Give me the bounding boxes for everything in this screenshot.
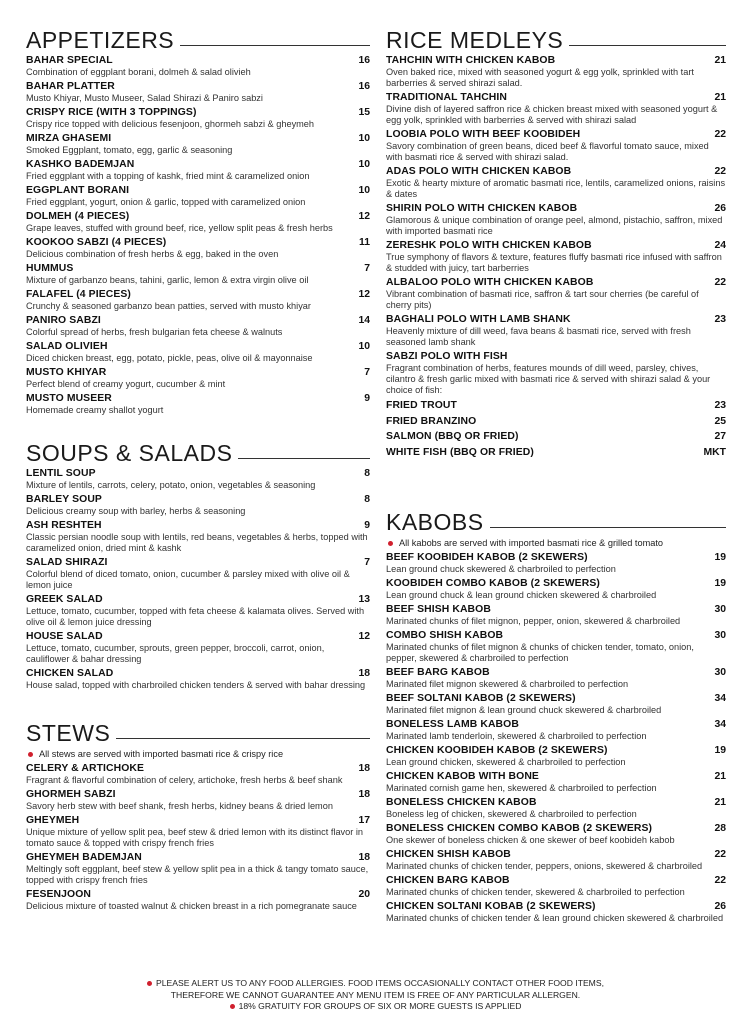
menu-item-header xyxy=(26,667,370,680)
menu-item-name: MIRZA GHASEMI xyxy=(26,133,112,144)
menu-item-name: CELERY & ARTICHOKE xyxy=(26,763,145,774)
menu-item-name: SALAD OLIVIEH xyxy=(26,341,108,352)
menu-item-price: 22 xyxy=(714,277,726,288)
menu-item xyxy=(26,184,370,208)
menu-item-description: Crispy rice topped with delicious fesenjoon, ghormeh sabzi & gheymeh xyxy=(26,119,315,129)
menu-item-header xyxy=(26,593,370,606)
appetizers-list xyxy=(26,54,370,416)
menu-item-description: Lean ground chicken, skewered & charbroiled to perfection xyxy=(386,757,626,767)
menu-item-description: Colorful blend of diced tomato, onion, cucumber & parsley mixed with olive oil & lemon juice xyxy=(26,569,350,590)
menu-item-description: Heavenly mixture of dill weed, fava beans & basmati rice, served with fresh seasoned lamb shank xyxy=(386,326,691,347)
footer xyxy=(0,978,751,1013)
menu-item xyxy=(26,493,370,517)
menu-item xyxy=(26,340,370,364)
menu-item-name: MUSTO MUSEER xyxy=(26,393,112,404)
fish-option xyxy=(386,429,726,445)
menu-item-name: COMBO SHISH KABOB xyxy=(386,630,504,641)
rice-heading xyxy=(386,20,726,52)
menu-item-price: 19 xyxy=(714,578,726,589)
soups-salads-section xyxy=(26,433,370,693)
menu-item xyxy=(386,239,726,274)
menu-item-header xyxy=(26,80,370,93)
menu-item-header xyxy=(386,128,726,141)
menu-item-price: 19 xyxy=(714,552,726,563)
menu-item-description: Perfect blend of creamy yogurt, cucumber & mint xyxy=(26,379,226,389)
menu-item-price: 7 xyxy=(364,557,370,568)
menu-item-description: Savory combination of green beans, diced beef & flavorful tomato sauce, mixed with basmati rice & served with shirazi salad. xyxy=(386,141,709,162)
menu-item-header xyxy=(26,158,370,171)
menu-item xyxy=(26,888,370,912)
menu-item-name: KOOKOO SABZI (4 PIECES) xyxy=(26,237,167,248)
menu-item-price: 34 xyxy=(714,693,726,704)
section-title: SOUPS & SALADS xyxy=(26,440,233,466)
menu-item-price: 34 xyxy=(714,719,726,730)
menu-item-price: 14 xyxy=(358,315,370,326)
menu-item-description: Unique mixture of yellow split pea, beef stew & dried lemon with its distinct flavor in tomato sauce & topped with crispy french fries xyxy=(26,827,364,848)
menu-item-description: Lean ground chuck & lean ground chicken skewered & charbroiled xyxy=(386,590,657,600)
menu-item-description: House salad, topped with charbroiled chicken tenders & served with bahar dressing xyxy=(26,680,366,690)
menu-item xyxy=(386,796,726,820)
menu-item xyxy=(386,350,726,396)
menu-item-header xyxy=(386,54,726,67)
menu-item-description: Marinated chunks of chicken tender, peppers, onions, skewered & charbroiled xyxy=(386,861,703,871)
menu-item xyxy=(386,91,726,126)
menu-item-description: Delicious mixture of toasted walnut & chicken breast in a rich pomegranate sauce xyxy=(26,901,357,911)
menu-item-name: PANIRO SABZI xyxy=(26,315,101,326)
menu-item xyxy=(386,770,726,794)
menu-item xyxy=(26,667,370,691)
menu-item xyxy=(26,788,370,812)
menu-item-header xyxy=(386,692,726,705)
menu-item-description: Crunchy & seasoned garbanzo bean patties, served with musto khiyar xyxy=(26,301,311,311)
menu-item xyxy=(386,718,726,742)
fish-option-price: 27 xyxy=(714,431,726,442)
menu-item-description: Marinated filet mignon & lean ground chuck skewered & charbroiled xyxy=(386,705,662,715)
menu-item-description: Marinated chunks of chicken tender & lean ground chicken skewered & charbroiled xyxy=(386,913,724,923)
menu-item-description: Lean ground chuck skewered & charbroiled to perfection xyxy=(386,564,616,574)
menu-item-price: 8 xyxy=(364,468,370,479)
menu-item-header xyxy=(386,744,726,757)
menu-item-price: 30 xyxy=(714,630,726,641)
menu-item-name: ADAS POLO WITH CHICKEN KABOB xyxy=(386,166,572,177)
menu-item-price: 13 xyxy=(358,594,370,605)
fish-options xyxy=(386,398,726,460)
menu-item-price: 9 xyxy=(364,393,370,404)
menu-item-name: BEEF SHISH KABOB xyxy=(386,604,491,615)
bullet-icon xyxy=(28,752,33,757)
menu-item xyxy=(26,80,370,104)
menu-item-description: Delicious creamy soup with barley, herbs & seasoning xyxy=(26,506,246,516)
menu-item-header xyxy=(26,888,370,901)
menu-item-name: KOOBIDEH COMBO KABOB (2 SKEWERS) xyxy=(386,578,600,589)
menu-item-price: 20 xyxy=(358,889,370,900)
menu-item-name: BAHAR PLATTER xyxy=(26,81,115,92)
stews-heading xyxy=(26,713,370,745)
allergy-text: PLEASE ALERT US TO ANY FOOD ALLERGIES. FOOD ITEMS OCCASIONALLY CONTACT OTHER FOOD ITEMS, xyxy=(156,978,604,988)
menu-item xyxy=(26,593,370,628)
fish-option-name: FRIED TROUT xyxy=(386,400,457,411)
menu-item-description: One skewer of boneless chicken & one skewer of beef koobideh kabob xyxy=(386,835,675,845)
menu-item-header xyxy=(386,900,726,913)
menu-item-price: 22 xyxy=(714,849,726,860)
fish-option-price: 23 xyxy=(714,400,726,411)
menu-item-name: BAHAR SPECIAL xyxy=(26,55,113,66)
menu-item-description: Glamorous & unique combination of orange peel, almond, pistachio, saffron, mixed with imported basmati rice xyxy=(386,215,723,236)
menu-item-description: Combination of eggplant borani, dolmeh & salad olivieh xyxy=(26,67,251,77)
menu-item-header xyxy=(26,314,370,327)
menu-item-description: Marinated filet mignon skewered & charbroiled to perfection xyxy=(386,679,629,689)
menu-item-header xyxy=(386,603,726,616)
menu-item-description: Fried eggplant, yogurt, onion & garlic, topped with caramelized onion xyxy=(26,197,306,207)
menu-item-price: 7 xyxy=(364,367,370,378)
note-text: All kabobs are served with imported basmati rice & grilled tomato xyxy=(399,538,664,548)
menu-item-price: 26 xyxy=(714,203,726,214)
menu-item-header xyxy=(26,851,370,864)
menu-item-price: 12 xyxy=(358,211,370,222)
menu-item-name: BONELESS CHICKEN KABOB xyxy=(386,797,537,808)
appetizers-heading xyxy=(26,20,370,52)
menu-item xyxy=(386,202,726,237)
menu-item xyxy=(386,666,726,690)
menu-item xyxy=(386,54,726,89)
rice-medleys-section xyxy=(386,20,726,460)
menu-item-description: Smoked Eggplant, tomato, egg, garlic & seasoning xyxy=(26,145,233,155)
menu-item-header xyxy=(386,577,726,590)
menu-item-name: BONELESS LAMB KABOB xyxy=(386,719,519,730)
menu-item xyxy=(386,603,726,627)
menu-item-price: 15 xyxy=(358,107,370,118)
menu-item-header xyxy=(386,91,726,104)
menu-item-description: Diced chicken breast, egg, potato, pickle, peas, olive oil & mayonnaise xyxy=(26,353,313,363)
menu-item-description: Boneless leg of chicken, skewered & charbroiled to perfection xyxy=(386,809,637,819)
fish-option-price: MKT xyxy=(703,446,726,458)
menu-item-name: BAGHALI POLO WITH LAMB SHANK xyxy=(386,314,571,325)
menu-item xyxy=(26,236,370,260)
bullet-icon xyxy=(388,541,393,546)
menu-item-name: CHICKEN BARG KABOB xyxy=(386,875,510,886)
menu-item-name: EGGPLANT BORANI xyxy=(26,185,130,196)
menu-item-header xyxy=(386,796,726,809)
menu-item-header xyxy=(26,392,370,405)
bullet-icon xyxy=(230,1004,235,1009)
menu-item-price: 10 xyxy=(358,185,370,196)
menu-item xyxy=(386,874,726,898)
menu-item xyxy=(26,467,370,491)
menu-item-header xyxy=(26,54,370,67)
soups-list xyxy=(26,467,370,691)
menu-item xyxy=(26,630,370,665)
menu-item-description: Mixture of garbanzo beans, tahini, garlic, lemon & extra virgin olive oil xyxy=(26,275,309,285)
menu-item-price: 10 xyxy=(358,159,370,170)
menu-item-name: SABZI POLO WITH FISH xyxy=(386,351,508,362)
menu-item-name: BARLEY SOUP xyxy=(26,494,102,505)
kabobs-section xyxy=(386,502,726,926)
menu-item-header xyxy=(26,288,370,301)
menu-item xyxy=(26,314,370,338)
menu-item-header xyxy=(26,210,370,223)
menu-item-price: 28 xyxy=(714,823,726,834)
menu-item-name: CHICKEN SALAD xyxy=(26,668,114,679)
menu-item-description: True symphony of flavors & texture, features fluffy basmati rice infused with saffron & studded with juicy, tart barberries xyxy=(386,252,722,273)
menu-item-name: BONELESS CHICKEN COMBO KABOB (2 SKEWERS) xyxy=(386,823,653,834)
menu-item-name: ALBALOO POLO WITH CHICKEN KABOB xyxy=(386,277,594,288)
menu-item xyxy=(386,744,726,768)
menu-item-description: Divine dish of layered saffron rice & chicken breast mixed with seasoned yogurt & egg yolk, sprinkled with barberries & served with shirazi salad xyxy=(386,104,718,125)
menu-item-name: TAHCHIN WITH CHICKEN KABOB xyxy=(386,55,556,66)
menu-item xyxy=(386,577,726,601)
menu-item xyxy=(26,366,370,390)
menu-item-name: MUSTO KHIYAR xyxy=(26,367,107,378)
section-rule xyxy=(180,45,370,46)
menu-item-header xyxy=(26,132,370,145)
menu-item xyxy=(26,106,370,130)
menu-item-name: BEEF BARG KABOB xyxy=(386,667,490,678)
menu-item-header xyxy=(26,340,370,353)
menu-item-header xyxy=(26,788,370,801)
menu-item xyxy=(386,551,726,575)
menu-item-header xyxy=(386,239,726,252)
menu-item-name: GREEK SALAD xyxy=(26,594,103,605)
menu-item-name: CHICKEN SHISH KABOB xyxy=(386,849,511,860)
fish-option-name: FRIED BRANZINO xyxy=(386,415,477,427)
stews-section xyxy=(26,713,370,914)
menu-item-price: 22 xyxy=(714,166,726,177)
fish-option-price: 25 xyxy=(714,415,726,427)
bullet-icon xyxy=(147,981,152,986)
menu-item-description: Lettuce, tomato, cucumber, topped with feta cheese & kalamata olives. Served with olive oil & lemon juice dressing xyxy=(26,606,365,627)
menu-item-header xyxy=(386,874,726,887)
section-rule xyxy=(116,738,370,739)
menu-item-description: Musto Khiyar, Musto Museer, Salad Shirazi & Paniro sabzi xyxy=(26,93,263,103)
menu-item xyxy=(386,900,726,924)
fish-option xyxy=(386,414,726,430)
menu-item xyxy=(26,288,370,312)
menu-item-price: 30 xyxy=(714,604,726,615)
menu-item-description: Homemade creamy shallot yogurt xyxy=(26,405,164,415)
menu-item-price: 21 xyxy=(714,797,726,808)
menu-item-name: HUMMUS xyxy=(26,263,74,274)
menu-item xyxy=(386,313,726,348)
fish-option-name: SALMON (BBQ OR FRIED) xyxy=(386,431,519,442)
menu-item-price: 18 xyxy=(358,668,370,679)
menu-item-name: FALAFEL (4 PIECES) xyxy=(26,289,131,300)
fish-option xyxy=(386,398,726,414)
menu-item-header xyxy=(386,350,726,363)
menu-item-header xyxy=(26,630,370,643)
menu-item-price: 21 xyxy=(714,771,726,782)
menu-item xyxy=(386,692,726,716)
menu-item-name: GHEYMEH xyxy=(26,815,80,826)
menu-item-name: CHICKEN KOOBIDEH KABOB (2 SKEWERS) xyxy=(386,745,608,756)
menu-item-description: Savory herb stew with beef shank, fresh herbs, kidney beans & dried lemon xyxy=(26,801,333,811)
note-text: All stews are served with imported basmati rice & crispy rice xyxy=(39,749,284,759)
menu-item xyxy=(26,392,370,416)
menu-item xyxy=(386,165,726,200)
menu-item-description: Fried eggplant with a topping of kashk, fried mint & caramelized onion xyxy=(26,171,310,181)
menu-item-price: 26 xyxy=(714,901,726,912)
menu-item-header xyxy=(26,493,370,506)
menu-item-price: 23 xyxy=(714,314,726,325)
menu-item-description: Mixture of lentils, carrots, celery, potato, onion, vegetables & seasoning xyxy=(26,480,316,490)
menu-item-price: 18 xyxy=(358,852,370,863)
menu-item-price: 22 xyxy=(714,129,726,140)
menu-item-price: 21 xyxy=(714,55,726,66)
fish-option xyxy=(386,445,726,461)
menu-item-price: 9 xyxy=(364,520,370,531)
menu-item-description: Meltingly soft eggplant, beef stew & yellow split pea in a thick & tangy tomato sauce, topped with crispy french fries xyxy=(26,864,369,885)
menu-item-price: 16 xyxy=(358,81,370,92)
menu-item-header xyxy=(26,236,370,249)
menu-item-header xyxy=(386,718,726,731)
menu-item-price: 12 xyxy=(358,289,370,300)
menu-item-header xyxy=(26,262,370,275)
menu-item-header xyxy=(26,519,370,532)
menu-item-header xyxy=(26,814,370,827)
kabobs-list xyxy=(386,551,726,924)
menu-item-header xyxy=(386,551,726,564)
menu-item-header xyxy=(386,202,726,215)
menu-item-price: 18 xyxy=(358,789,370,800)
menu-item-name: FESENJOON xyxy=(26,889,91,900)
kabobs-heading xyxy=(386,502,726,534)
menu-item xyxy=(26,814,370,849)
menu-item xyxy=(386,822,726,846)
menu-item xyxy=(26,54,370,78)
menu-item-description: Oven baked rice, mixed with seasoned yogurt & egg yolk, sprinkled with tart barberries & served shirazi salad. xyxy=(386,67,694,88)
menu-item xyxy=(26,519,370,554)
menu-item xyxy=(26,132,370,156)
menu-item xyxy=(26,210,370,234)
gratuity-text: 18% GRATUITY FOR GROUPS OF SIX OR MORE GUESTS IS APPLIED xyxy=(238,1001,522,1011)
menu-item-description: Marinated chunks of filet mignon & chunks of chicken tender, tomato, onion, pepper, skewered & charbroiled to perfection xyxy=(386,642,694,663)
menu-item-header xyxy=(26,366,370,379)
menu-item-description: Colorful spread of herbs, fresh bulgarian feta cheese & walnuts xyxy=(26,327,283,337)
menu-item-description: Fragrant & flavorful combination of celery, artichoke, fresh herbs & beef shank xyxy=(26,775,343,785)
stews-list xyxy=(26,762,370,912)
menu-item-name: DOLMEH (4 PIECES) xyxy=(26,211,130,222)
menu-item xyxy=(26,262,370,286)
menu-item-price: 8 xyxy=(364,494,370,505)
gratuity-notice xyxy=(0,1001,751,1013)
menu-item-name: GHORMEH SABZI xyxy=(26,789,116,800)
rice-list xyxy=(386,54,726,396)
menu-item-name: ZERESHK POLO WITH CHICKEN KABOB xyxy=(386,240,592,251)
menu-item xyxy=(386,276,726,311)
menu-item xyxy=(26,851,370,886)
menu-item-header xyxy=(386,313,726,326)
menu-item-description: Marinated cornish game hen, skewered & charbroiled to perfection xyxy=(386,783,657,793)
menu-item-name: SHIRIN POLO WITH CHICKEN KABOB xyxy=(386,203,578,214)
menu-item-price: 30 xyxy=(714,667,726,678)
menu-item-price: 10 xyxy=(358,133,370,144)
allergy-notice-line1 xyxy=(0,978,751,990)
appetizers-section xyxy=(26,20,370,418)
section-title: RICE MEDLEYS xyxy=(386,27,564,53)
menu-item-name: KASHKO BADEMJAN xyxy=(26,159,135,170)
menu-item-price: 22 xyxy=(714,875,726,886)
menu-item-description: Grape leaves, stuffed with ground beef, rice, yellow split peas & fresh herbs xyxy=(26,223,333,233)
menu-item-name: CRISPY RICE (WITH 3 TOPPINGS) xyxy=(26,107,197,118)
menu-item xyxy=(26,556,370,591)
menu-item xyxy=(386,128,726,163)
menu-item xyxy=(386,848,726,872)
menu-item-description: Marinated lamb tenderloin, skewered & charbroiled to perfection xyxy=(386,731,647,741)
menu-item xyxy=(26,762,370,786)
menu-item-name: ASH RESHTEH xyxy=(26,520,102,531)
menu-item-name: CHICKEN KABOB WITH BONE xyxy=(386,771,539,782)
menu-item-description: Lettuce, tomato, cucumber, sprouts, green pepper, broccoli, carrot, onion, cauliflower & bahar dressing xyxy=(26,643,325,664)
menu-item-name: HOUSE SALAD xyxy=(26,631,103,642)
section-title: KABOBS xyxy=(386,509,484,535)
menu-item-header xyxy=(386,822,726,835)
menu-item-price: 12 xyxy=(358,631,370,642)
menu-item-header xyxy=(386,629,726,642)
menu-item-name: CHICKEN SOLTANI KOBAB (2 SKEWERS) xyxy=(386,901,596,912)
menu-item-price: 17 xyxy=(358,815,370,826)
menu-item-description: Marinated chunks of chicken tender, skewered & charbroiled to perfection xyxy=(386,887,685,897)
kabobs-note xyxy=(386,537,726,549)
soups-heading xyxy=(26,433,370,465)
allergy-notice-line2: THEREFORE WE CANNOT GUARANTEE ANY MENU ITEM IS FREE OF ANY PARTICULAR ALLERGEN. xyxy=(170,989,581,1000)
menu-item-name: GHEYMEH BADEMJAN xyxy=(26,852,142,863)
menu-item-price: 16 xyxy=(358,55,370,66)
menu-item-name: LOOBIA POLO WITH BEEF KOOBIDEH xyxy=(386,129,581,140)
menu-item-description: Classic persian noodle soup with lentils, red beans, vegetables & herbs, topped with caramelized onion, dried mint & kashk xyxy=(26,532,368,553)
menu-item-header xyxy=(26,467,370,480)
menu-item-header xyxy=(26,184,370,197)
menu-item-name: TRADITIONAL TAHCHIN xyxy=(386,92,507,103)
menu-item-name: SALAD SHIRAZI xyxy=(26,557,108,568)
menu-item-header xyxy=(26,556,370,569)
menu-item-price: 10 xyxy=(358,341,370,352)
menu-item-header xyxy=(386,666,726,679)
menu-item-description: Vibrant combination of basmati rice, saffron & tart sour cherries (be careful of cherry pits) xyxy=(386,289,699,310)
menu-item-price: 7 xyxy=(364,263,370,274)
menu-item-price: 24 xyxy=(714,240,726,251)
menu-item-price: 11 xyxy=(359,237,370,248)
stews-note xyxy=(26,748,370,760)
menu-item-header xyxy=(386,165,726,178)
menu-item-name: LENTIL SOUP xyxy=(26,468,96,479)
menu-item xyxy=(26,158,370,182)
menu-item-name: BEEF SOLTANI KABOB (2 SKEWERS) xyxy=(386,693,576,704)
menu-item-header xyxy=(386,276,726,289)
menu-item-header xyxy=(386,770,726,783)
menu-item-description: Delicious combination of fresh herbs & egg, baked in the oven xyxy=(26,249,279,259)
menu-item-price: 21 xyxy=(714,92,726,103)
menu-item-price: 19 xyxy=(714,745,726,756)
menu-item-name: BEEF KOOBIDEH KABOB (2 SKEWERS) xyxy=(386,552,588,563)
menu-item-description: Marinated chunks of filet mignon, pepper, onion, skewered & charbroiled xyxy=(386,616,681,626)
menu-item-description: Fragrant combination of herbs, features mounds of dill weed, parsley, chives, cilantro & fresh garlic mixed with basmati rice & served with shirazi salad & your choice of fish: xyxy=(386,363,711,395)
fish-option-name: WHITE FISH (BBQ OR FRIED) xyxy=(386,446,534,458)
menu-item-price: 18 xyxy=(358,763,370,774)
section-title: STEWS xyxy=(26,720,111,746)
menu-item-header xyxy=(386,848,726,861)
menu-item-description: Exotic & hearty mixture of aromatic basmati rice, lentils, caramelized onions, raisins & dates xyxy=(386,178,726,199)
menu-item-header xyxy=(26,106,370,119)
section-title: APPETIZERS xyxy=(26,27,175,53)
section-rule xyxy=(238,458,370,459)
section-rule xyxy=(490,527,726,528)
menu-item-header xyxy=(26,762,370,775)
menu-item xyxy=(386,629,726,664)
section-rule xyxy=(569,45,726,46)
